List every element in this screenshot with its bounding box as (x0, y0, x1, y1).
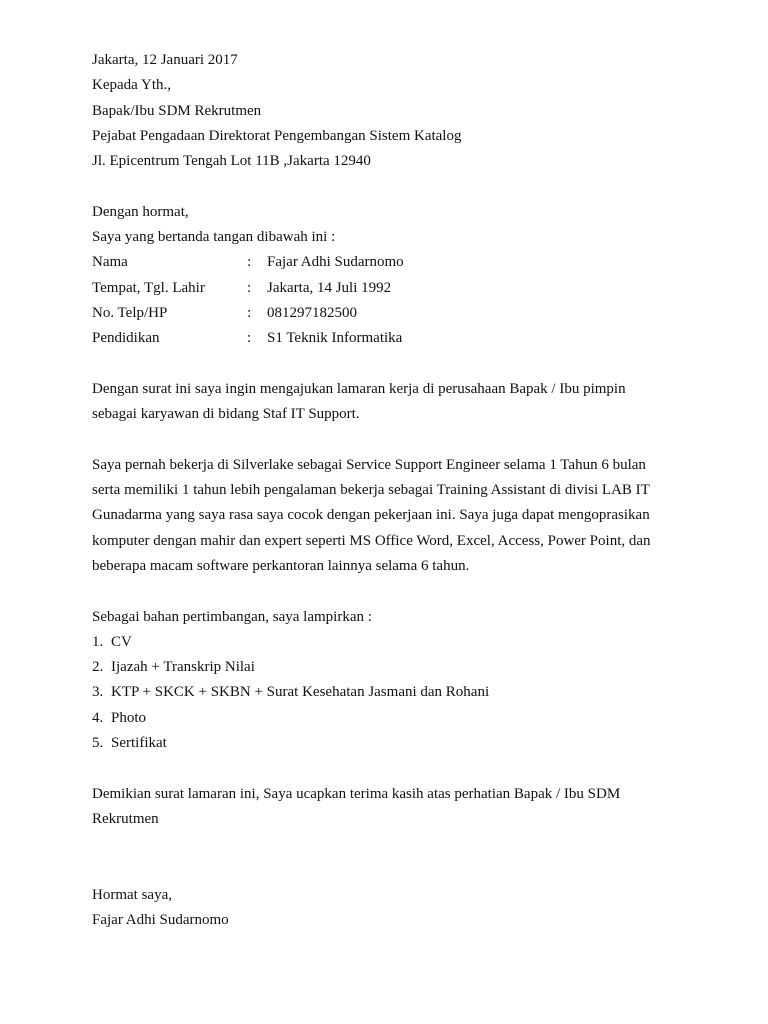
field-colon: : (247, 254, 252, 271)
paragraph-purpose (92, 377, 692, 428)
field-label: Nama (92, 254, 128, 271)
list-number: 2. (92, 659, 104, 676)
list-item (92, 706, 692, 731)
list-item (92, 680, 692, 705)
paragraph-line: beberapa macam software perkantoran lainnya selama 6 tahun. (92, 557, 470, 574)
field-label: Tempat, Tgl. Lahir (92, 279, 205, 296)
list-text: Ijazah + Transkrip Nilai (111, 659, 255, 676)
field-label: Pendidikan (92, 330, 160, 347)
list-item (92, 731, 692, 756)
field-colon: : (247, 304, 252, 321)
spacer (92, 352, 692, 377)
identity-row-name (92, 250, 692, 275)
identity-row-birth (92, 276, 692, 301)
field-value: 081297182500 (267, 304, 357, 321)
field-colon: : (247, 279, 252, 296)
paragraph-experience (92, 453, 692, 579)
field-value: Jakarta, 14 Juli 1992 (267, 279, 392, 296)
list-number: 1. (92, 633, 104, 650)
list-item (92, 655, 692, 680)
paragraph-line: Gunadarma yang saya rasa saya cocok dengan pekerjaan ini. Saya juga dapat mengoprasikan (92, 507, 650, 524)
field-value: S1 Teknik Informatika (267, 330, 403, 347)
list-text: CV (111, 633, 132, 650)
list-item (92, 630, 692, 655)
list-text: KTP + SKCK + SKBN + Surat Kesehatan Jasmani dan Rohani (111, 684, 490, 701)
spacer (92, 756, 692, 781)
field-value: Fajar Adhi Sudarnomo (267, 254, 404, 271)
recipient: Bapak/Ibu SDM Rekrutmen (92, 102, 262, 119)
paragraph-line: serta memiliki 1 tahun lebih pengalaman bekerja sebagai Training Assistant di divisi LAB IT (92, 482, 650, 499)
list-text: Photo (111, 709, 147, 726)
list-number: 5. (92, 735, 104, 752)
paragraph-line: sebagai karyawan di bidang Staf IT Support. (92, 406, 360, 423)
paragraph-line: Dengan surat ini saya ingin mengajukan lamaran kerja di perusahaan Bapak / Ibu pimpin (92, 380, 626, 397)
identity-row-education (92, 326, 692, 351)
paragraph-line: Demikian surat lamaran ini, Saya ucapkan terima kasih atas perhatian Bapak / Ibu SDM (92, 785, 621, 802)
paragraph-closing (92, 782, 692, 833)
field-label: No. Telp/HP (92, 304, 168, 321)
identity-table (92, 250, 692, 351)
spacer (92, 832, 692, 883)
recipient-address: Jl. Epicentrum Tengah Lot 11B ,Jakarta 12940 (92, 153, 371, 170)
paragraph-line: Rekrutmen (92, 810, 159, 827)
recipient-office: Pejabat Pengadaan Direktorat Pengembangan Sistem Katalog (92, 127, 462, 144)
attachments-list (92, 630, 692, 756)
spacer (92, 427, 692, 452)
attachments-intro: Sebagai bahan pertimbangan, saya lampirkan : (92, 608, 372, 625)
paragraph-line: komputer dengan mahir dan expert seperti MS Office Word, Excel, Access, Power Point, dan (92, 532, 651, 549)
list-number: 4. (92, 709, 104, 726)
field-colon: : (247, 330, 252, 347)
spacer (92, 174, 692, 199)
list-text: Sertifikat (111, 735, 167, 752)
to-label: Kepada Yth., (92, 77, 171, 94)
paragraph-line: Saya pernah bekerja di Silverlake sebagai Service Support Engineer selama 1 Tahun 6 bulan (92, 456, 646, 473)
letter-page (92, 48, 692, 933)
signature-name: Fajar Adhi Sudarnomo (92, 912, 229, 929)
list-number: 3. (92, 684, 104, 701)
regards: Hormat saya, (92, 886, 172, 903)
greeting: Dengan hormat, (92, 203, 189, 220)
spacer (92, 579, 692, 604)
intro-line: Saya yang bertanda tangan dibawah ini : (92, 229, 336, 246)
place-date: Jakarta, 12 Januari 2017 (92, 52, 238, 68)
identity-row-phone (92, 301, 692, 326)
